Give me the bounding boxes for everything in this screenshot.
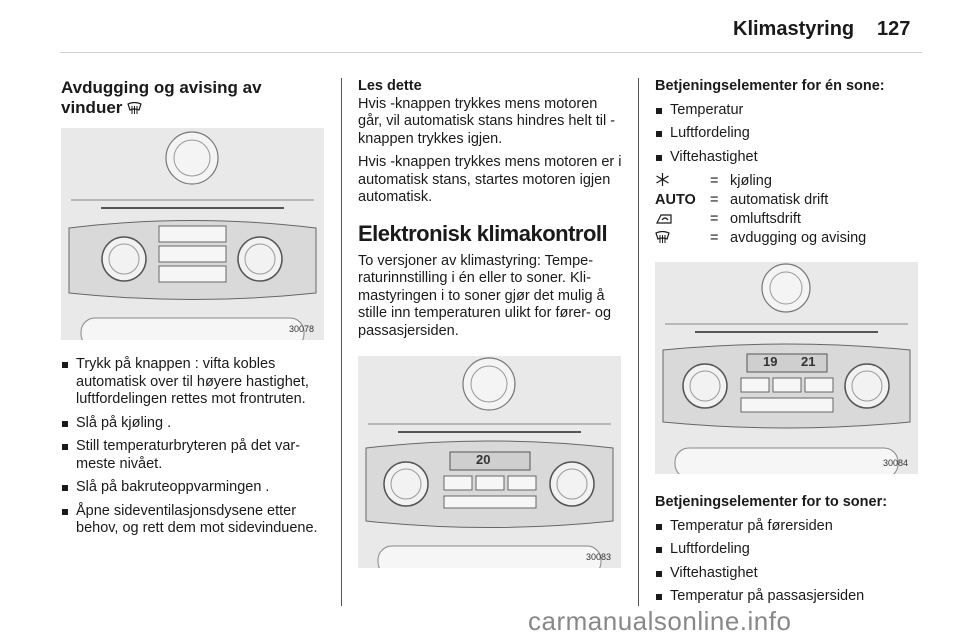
defrost-steps-list (61, 356, 324, 538)
auto-symbol: AUTO (655, 192, 696, 208)
figure-number: 30078 (288, 324, 314, 334)
control-panel-illustration (655, 262, 918, 474)
legend-equals: = (710, 192, 719, 208)
list-item: Luftfordeling (655, 125, 920, 143)
figure-control-panel-30084 (655, 262, 918, 474)
column-2 (358, 78, 623, 568)
legend-text: avdugging og avising (730, 230, 867, 246)
page-header (0, 0, 960, 60)
legend-text: omluftsdrift (730, 211, 801, 227)
note-title: Les dette (358, 78, 422, 94)
legend-equals: = (710, 173, 719, 189)
one-zone-heading: Betjeningselementer for én sone: (655, 78, 885, 94)
note-paragraph-1: Hvis -knappen trykkes mens motoren går, vil automatisk stans hindres helt til -knappen trykkes igjen. (358, 95, 616, 147)
column-divider-2 (638, 78, 639, 606)
panel-display-text-left: 19 (763, 354, 778, 369)
page-title: Klimastyring (733, 18, 855, 40)
symbol-legend (655, 172, 866, 248)
panel-display-text-right: 21 (801, 354, 816, 369)
list-item: Temperatur på passasjersiden (655, 588, 920, 606)
column-1 (61, 78, 324, 544)
figure-number: 30083 (585, 552, 611, 562)
legend-row (655, 191, 866, 210)
section-heading-electronic-climate: Elektronisk klimakontroll (358, 220, 608, 246)
page-number: 127 (877, 18, 911, 40)
legend-row (655, 172, 866, 191)
two-zone-heading: Betjeningselementer for to soner: (655, 494, 888, 510)
legend-text: automatisk drift (730, 192, 829, 208)
panel-display-text: 20 (476, 452, 491, 467)
legend-equals: = (710, 230, 719, 246)
list-item: Luftfordeling (655, 541, 920, 559)
list-item: Temperatur (655, 102, 920, 120)
control-panel-illustration (61, 128, 324, 340)
legend-equals: = (710, 211, 719, 227)
list-item: Viftehastighet (655, 565, 920, 583)
list-item: Still temperaturbryteren på det varmeste nivået. (61, 438, 324, 473)
list-item: Viftehastighet (655, 149, 920, 167)
two-zone-list (655, 518, 920, 606)
defrost-icon (127, 102, 142, 115)
defrost-icon (655, 231, 670, 244)
one-zone-list (655, 102, 920, 167)
column-3 (655, 78, 920, 612)
figure-number: 30084 (882, 458, 908, 468)
watermark: carmanualsonline.info (528, 606, 792, 636)
list-item: Slå på bakruteoppvarmingen . (61, 479, 324, 497)
section-text: To versjoner av klimastyring: Temperaturinnstilling i én eller to soner. Klimastyringen i to soner gjør det mulig å stille inn temperaturen ulikt for fører- og passasjersiden. (358, 252, 612, 339)
figure-control-panel-30083 (358, 356, 621, 568)
list-item: Åpne sideventilasjonsdysene etter behov, og rett dem mot sidevinduene. (61, 503, 324, 538)
note-paragraph-2: Hvis -knappen trykkes mens motoren er i automatisk stans, startes motoren igjen automatisk. (358, 154, 622, 205)
list-item: Slå på kjøling . (61, 415, 324, 433)
column-divider-1 (341, 78, 342, 606)
list-item: Temperatur på førersiden (655, 518, 920, 536)
recirculation-icon (655, 212, 673, 225)
section-heading-defrost: Avdugging og avising av vinduer (61, 78, 262, 117)
figure-control-panel-30078 (61, 128, 324, 340)
header-rule (60, 52, 922, 53)
list-item: Trykk på knappen : vifta kobles automatisk over til høyere hastighet, luftfordelingen rettes mot frontruten. (61, 356, 324, 409)
legend-row (655, 210, 866, 229)
legend-text: kjøling (730, 173, 772, 189)
legend-row (655, 229, 866, 248)
snowflake-icon (655, 172, 670, 187)
